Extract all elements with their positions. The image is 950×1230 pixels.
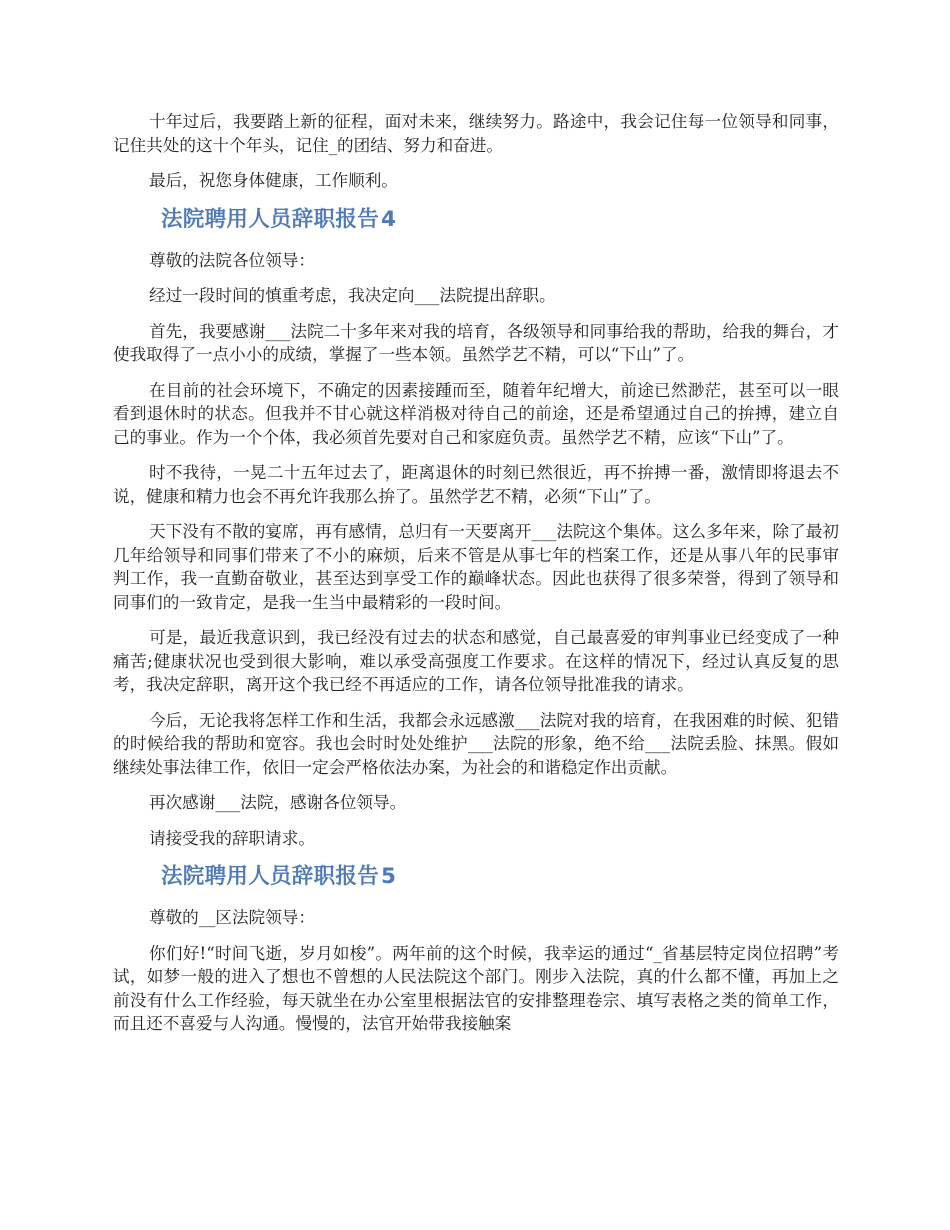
paragraph: 首先，我要感谢___法院二十多年来对我的培育，各级领导和同事给我的帮助，给我的舞台，才使我取得了一点小小的成绩，掌握了一些本领。虽然学艺不精，可以“下山”了。 <box>113 321 839 364</box>
paragraph: 十年过后，我要踏上新的征程，面对未来，继续努力。路途中，我会记住每一位领导和同事，记住共处的这十个年头，记住_的团结、努力和奋进。 <box>113 112 839 155</box>
section-heading-4 <box>113 205 839 235</box>
paragraph: 今后，无论我将怎样工作和生活，我都会永远感激___法院对我的培育，在我困难的时候、犯错的时候给我的帮助和宽容。我也会时时处处维护___法院的形象，绝不给___法院丢脸、抹黑。假如继续处事法律工作，依旧一定会严格依法办案，为社会的和谐稳定作出贡献。 <box>113 710 839 777</box>
paragraph: 你们好!“时间飞逝，岁月如梭”。两年前的这个时候，我幸运的通过“_省基层特定岗位招聘”考试，如梦一般的进入了想也不曾想的人民法院这个部门。刚步入法院，真的什么都不懂，再加上之前没有什么工作经验，每天就坐在办公室里根据法官的安排整理卷宗、填写表格之类的简单工作，而且还不喜爱与人沟通。慢慢的，法官开始带我接触案 <box>113 943 839 1033</box>
salutation: 尊敬的__区法院领导： <box>149 908 315 927</box>
heading-number: 4 <box>381 206 397 232</box>
paragraph: 再次感谢___法院，感谢各位领导。 <box>149 793 407 812</box>
heading-title: 法院聘用人员辞职报告 <box>161 864 380 889</box>
heading-title: 法院聘用人员辞职报告 <box>161 206 380 232</box>
heading-number: 5 <box>381 864 397 889</box>
paragraph: 时不我待，一晃二十五年过去了，距离退休的时刻已然很近，再不拚搏一番，激情即将退去不说，健康和精力也会不再允许我那么拚了。虽然学艺不精，必须“下山”了。 <box>113 463 839 506</box>
paragraph: 经过一段时间的慎重考虑，我决定向___法院提出辞职。 <box>149 286 556 305</box>
paragraph: 天下没有不散的宴席，再有感情，总归有一天要离开___法院这个集体。这么多年来，除了最初几年给领导和同事们带来了不小的麻烦，后来不管是从事七年的档案工作，还是从事八年的民事审判工作，我一直勤奋敬业，甚至达到享受工作的巅峰状态。因此也获得了很多荣誉，得到了领导和同事们的一致肯定，是我一生当中最精彩的一段时间。 <box>113 522 839 612</box>
paragraph: 请接受我的辞职请求。 <box>149 828 315 848</box>
document-page <box>113 110 839 1048</box>
section-heading-5 <box>113 862 839 892</box>
salutation: 尊敬的法院各位领导： <box>149 250 315 270</box>
paragraph: 可是，最近我意识到，我已经没有过去的状态和感觉，自己最喜爱的审判事业已经变成了一种痛苦;健康状况也受到很大影响，难以承受高强度工作要求。在这样的情况下，经过认真反复的思考，我决定辞职，离开这个我已经不再适应的工作，请各位领导批准我的请求。 <box>113 628 839 694</box>
paragraph: 最后，祝您身体健康，工作顺利。 <box>149 171 398 190</box>
paragraph: 在目前的社会环境下，不确定的因素接踵而至，随着年纪增大，前途已然渺茫，甚至可以一眼看到退休时的状态。但我并不甘心就这样消极对待自己的前途，还是希望通过自己的拚搏，建立自己的事业。作为一个个体，我必须首先要对自己和家庭负责。虽然学艺不精，应该“下山”了。 <box>113 380 839 447</box>
